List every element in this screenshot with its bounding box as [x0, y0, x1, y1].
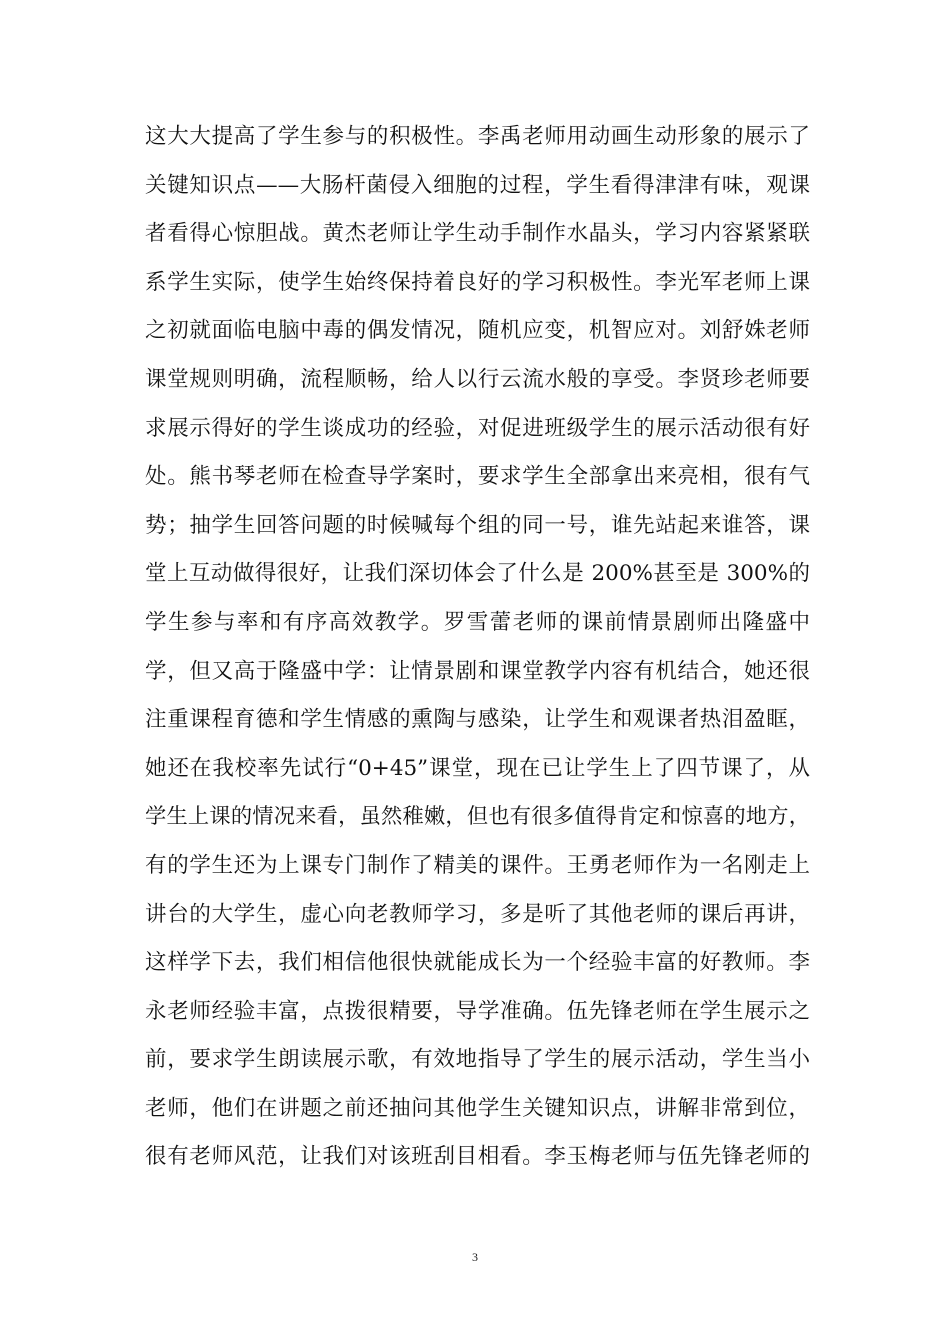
page-number: 3: [472, 1250, 478, 1264]
text-line: 这样学下去，我们相信他很快就能成长为一个经验丰富的好教师。李: [145, 950, 810, 976]
text-line: 这大大提高了学生参与的积极性。李禹老师用动画生动形象的展示了: [145, 124, 810, 149]
text-line: 关键知识点——大肠杆菌侵入细胞的过程，学生看得津津有味，观课: [145, 172, 810, 198]
text-line: 课堂规则明确，流程顺畅，给人以行云流水般的享受。李贤珍老师要: [145, 366, 810, 392]
text-line: 之初就面临电脑中毒的偶发情况，随机应变，机智应对。刘舒姝老师: [145, 318, 810, 344]
text-line: 讲台的大学生，虚心向老教师学习，多是听了其他老师的课后再讲，: [145, 901, 810, 927]
text-line: 有的学生还为上课专门制作了精美的课件。王勇老师作为一名刚走上: [145, 852, 810, 878]
text-line: 学，但又高于隆盛中学：让情景剧和课堂教学内容有机结合，她还很: [145, 658, 810, 684]
text-line: 注重课程育德和学生情感的熏陶与感染，让学生和观课者热泪盈眶，: [145, 707, 810, 733]
text-line: 老师，他们在讲题之前还抽问其他学生关键知识点，讲解非常到位，: [145, 1095, 810, 1121]
body-text: [145, 113, 810, 1182]
text-line: 很有老师风范，让我们对该班刮目相看。李玉梅老师与伍先锋老师的: [145, 1144, 810, 1170]
text-line: 者看得心惊胆战。黄杰老师让学生动手制作水晶头，学习内容紧紧联: [145, 221, 810, 247]
text-line: 永老师经验丰富，点拨很精要，导学准确。伍先锋老师在学生展示之: [145, 998, 810, 1024]
text-line: 系学生实际，使学生始终保持着良好的学习积极性。李光军老师上课: [145, 269, 810, 295]
text-line: 势；抽学生回答问题的时候喊每个组的同一号，谁先站起来谁答，课: [145, 512, 810, 538]
text-line: 她还在我校率先试行“0+45”课堂，现在已让学生上了四节课了，从: [145, 755, 810, 781]
text-line: 前，要求学生朗读展示歌，有效地指导了学生的展示活动，学生当小: [145, 1047, 810, 1073]
text-line: 堂上互动做得很好，让我们深切体会了什么是 200%甚至是 300%的: [145, 561, 810, 587]
text-line: 求展示得好的学生谈成功的经验，对促进班级学生的展示活动很有好: [145, 415, 810, 441]
text-line: 学生参与率和有序高效教学。罗雪蕾老师的课前情景剧师出隆盛中: [145, 609, 810, 635]
text-line: 处。熊书琴老师在检查导学案时，要求学生全部拿出来亮相，很有气: [145, 464, 810, 490]
text-line: 学生上课的情况来看，虽然稚嫩，但也有很多值得肯定和惊喜的地方，: [145, 804, 810, 830]
